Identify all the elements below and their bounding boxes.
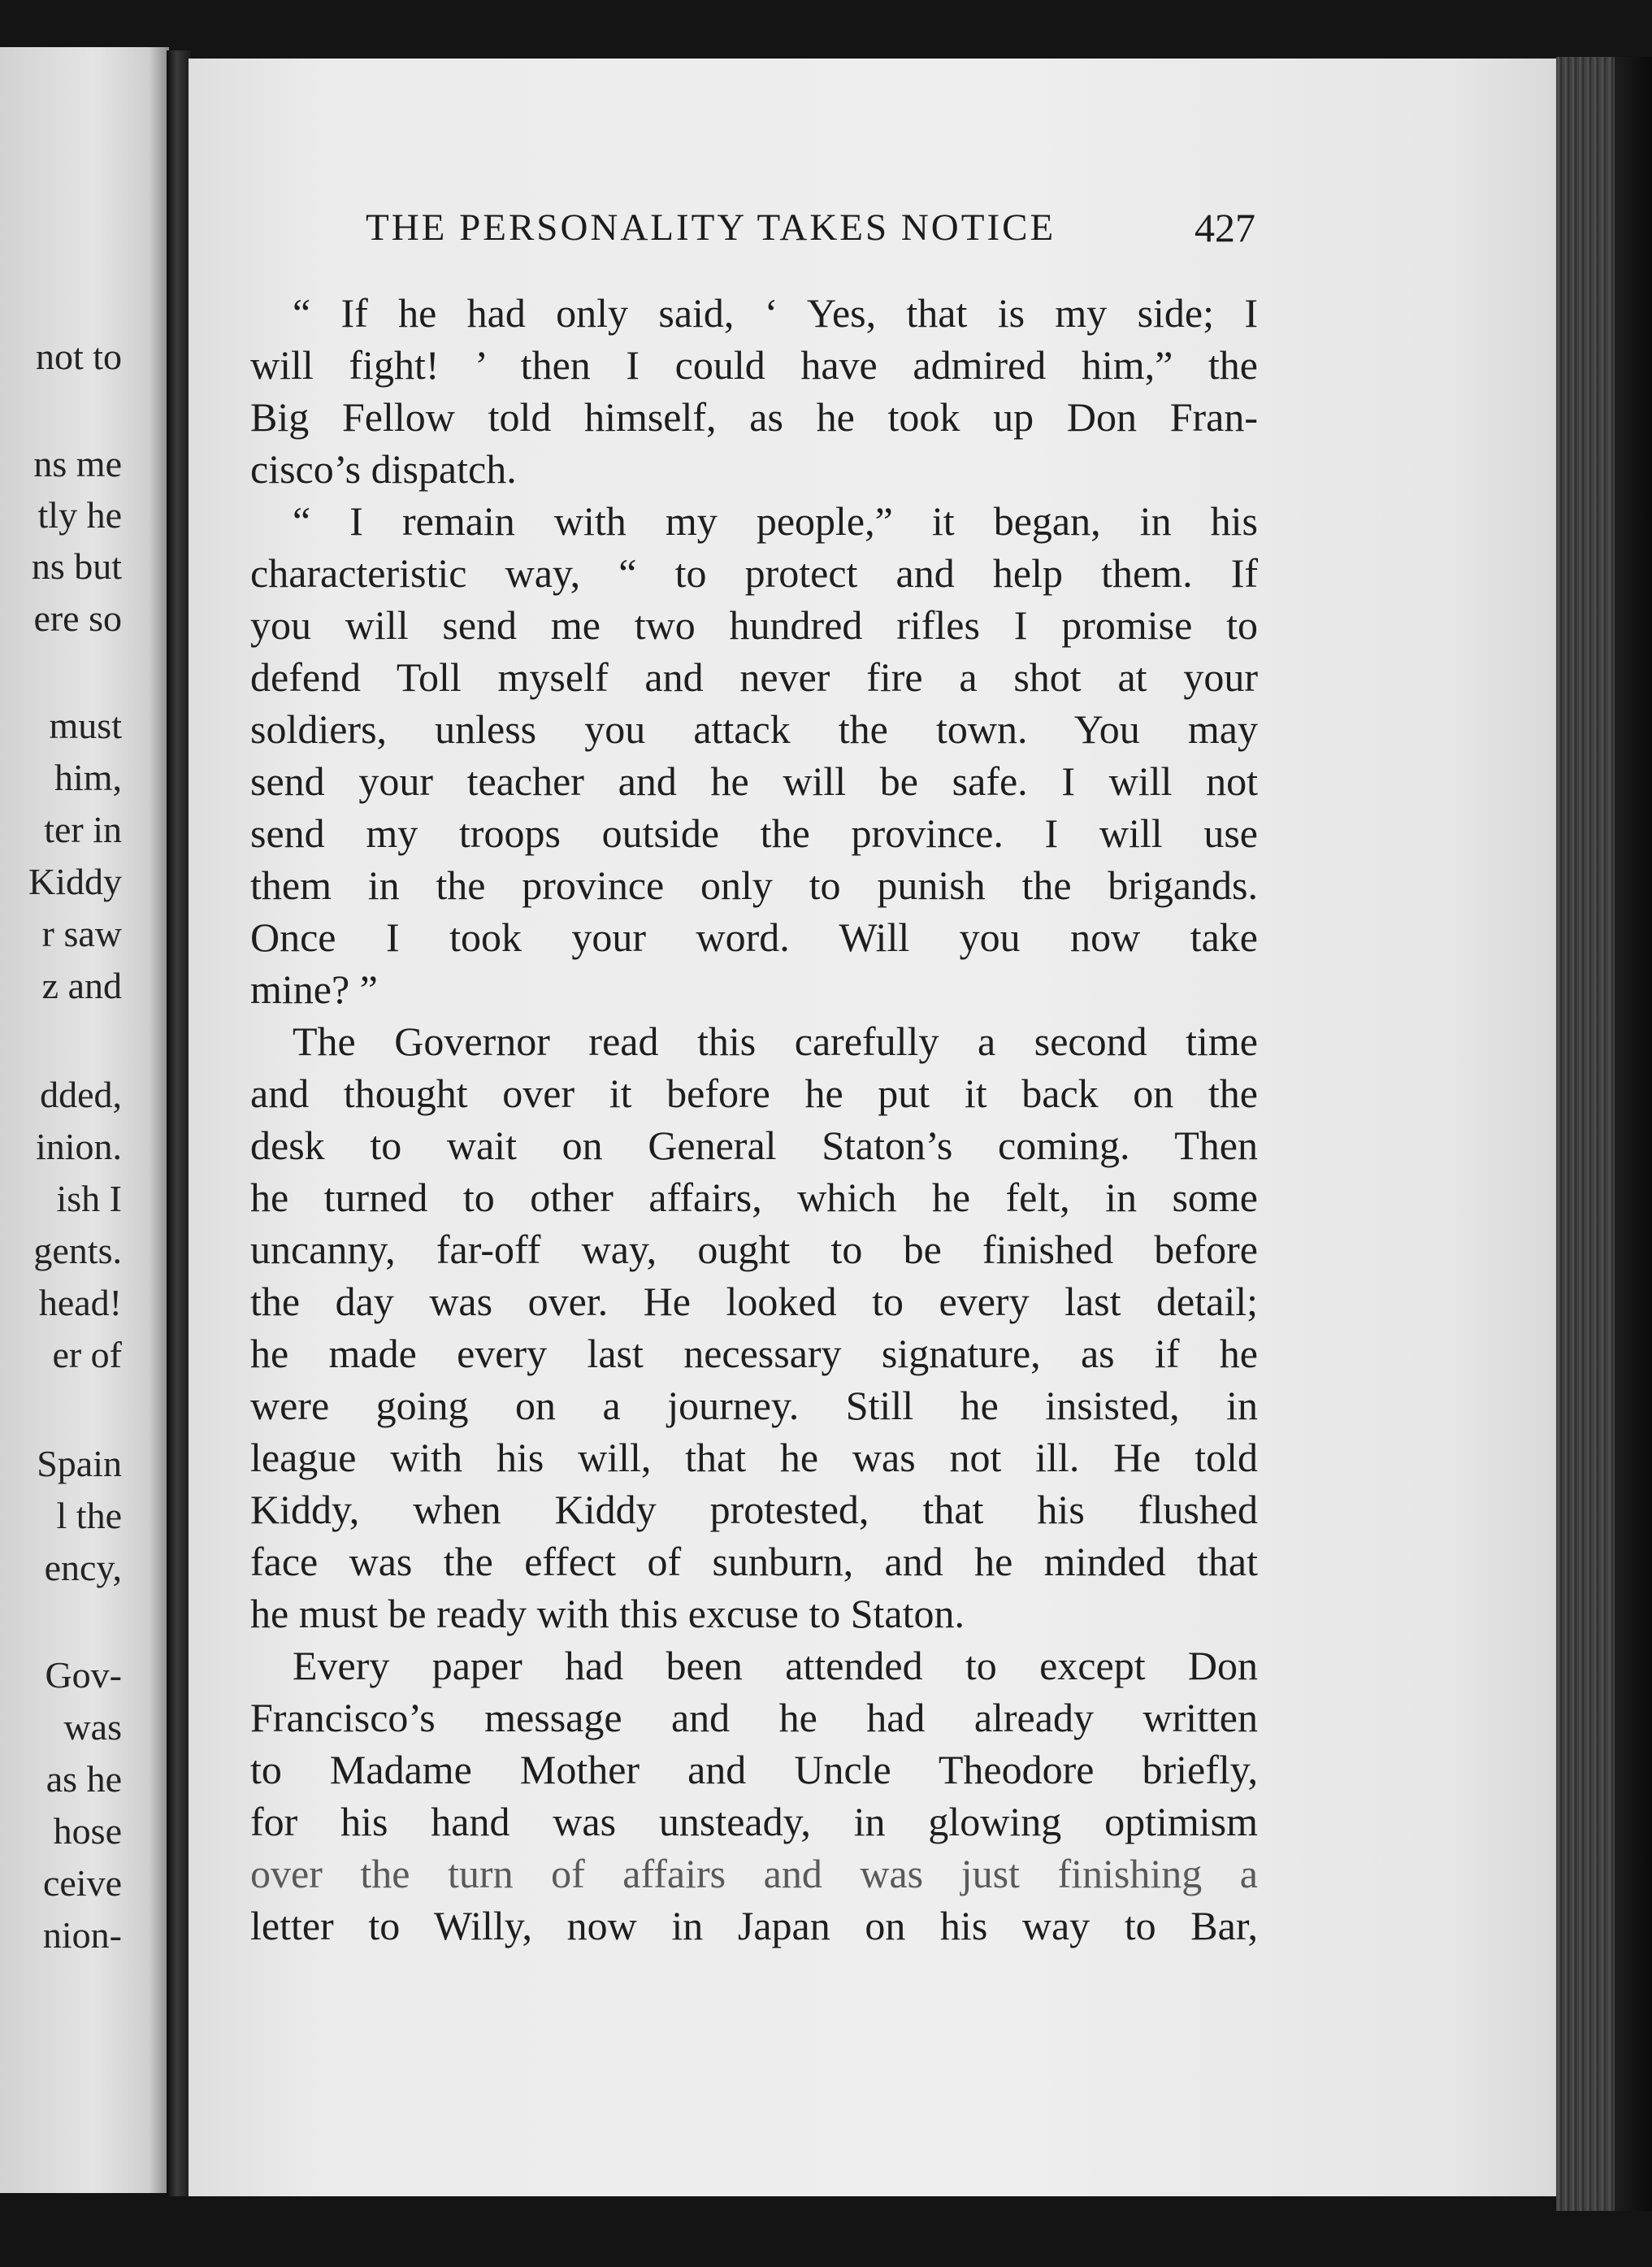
text-line: will fight! ’ then I could have admired him,” the — [250, 342, 1258, 388]
running-head: THE PERSONALITY TAKES NOTICE — [366, 206, 1056, 249]
left-line: must — [49, 705, 122, 746]
left-line: l the — [56, 1495, 122, 1536]
left-line: as he — [46, 1758, 122, 1800]
left-line: Kiddy — [28, 861, 122, 902]
text-line: you will send me two hundred rifles I promise to — [250, 602, 1258, 648]
text-line: he made every last necessary signature, as if he — [250, 1331, 1258, 1376]
left-line: tly he — [37, 494, 122, 536]
text-line: Once I took your word. Will you now take — [250, 914, 1258, 960]
page-edge — [1556, 57, 1615, 2211]
left-line: was — [63, 1706, 122, 1748]
left-line: ns but — [31, 545, 122, 587]
left-line: nion- — [42, 1914, 122, 1956]
left-line: ish I — [56, 1178, 122, 1219]
page-edge-shadow — [1615, 57, 1652, 2211]
left-line: ere so — [33, 597, 122, 639]
left-line: not to — [35, 336, 122, 377]
text-line: he must be ready with this excuse to Staton. — [250, 1591, 965, 1636]
left-line: ns me — [33, 443, 122, 484]
left-line: Spain — [37, 1443, 122, 1484]
book-gutter — [167, 50, 191, 2196]
text-line: The Governor read this carefully a second time — [293, 1018, 1258, 1064]
text-line: Francisco’s message and he had already written — [250, 1695, 1258, 1740]
text-line: Big Fellow told himself, as he took up Don Fran- — [250, 394, 1258, 440]
text-line: desk to wait on General Staton’s coming. Then — [250, 1123, 1258, 1168]
left-line: ency, — [44, 1547, 122, 1588]
left-line: er of — [52, 1334, 122, 1375]
left-line: z and — [41, 965, 122, 1006]
left-line: Gov- — [45, 1654, 122, 1696]
text-line: “ I remain with my people,” it began, in his — [293, 498, 1258, 544]
text-line: Kiddy, when Kiddy protested, that his flushed — [250, 1487, 1258, 1532]
left-line: hose — [53, 1810, 122, 1852]
text-line: “ If he had only said, ‘ Yes, that is my side; I — [293, 290, 1258, 336]
text-line: he turned to other affairs, which he felt, in some — [250, 1175, 1258, 1220]
text-line: defend Toll myself and never fire a shot at your — [250, 654, 1258, 700]
text-line: uncanny, far-off way, ought to be finished before — [250, 1227, 1258, 1272]
text-line: letter to Willy, now in Japan on his way to Bar, — [250, 1903, 1258, 1948]
text-line: face was the effect of sunburn, and he minded that — [250, 1539, 1258, 1584]
text-line: cisco’s dispatch. — [250, 446, 517, 492]
text-line: them in the province only to punish the brigands. — [250, 862, 1258, 908]
text-line: soldiers, unless you attack the town. You may — [250, 706, 1258, 752]
left-line: head! — [38, 1282, 122, 1323]
left-line: dded, — [40, 1074, 122, 1115]
text-line: send your teacher and he will be safe. I will not — [250, 758, 1258, 804]
left-line: ter in — [44, 809, 122, 850]
left-line: him, — [54, 757, 122, 798]
text-line: Every paper had been attended to except Don — [293, 1643, 1258, 1688]
text-line: send my troops outside the province. I will use — [250, 810, 1258, 856]
text-line: and thought over it before he put it back on the — [250, 1071, 1258, 1116]
page-number: 427 — [1195, 205, 1255, 250]
left-line: r saw — [41, 913, 122, 954]
left-line: inion. — [35, 1126, 122, 1167]
text-line: league with his will, that he was not ill. He told — [250, 1435, 1258, 1480]
text-line: over the turn of affairs and was just finishing a — [250, 1851, 1258, 1896]
left-line: gents. — [33, 1230, 122, 1271]
text-line: mine? ” — [250, 966, 378, 1012]
text-line: characteristic way, “ to protect and help them. If — [250, 550, 1258, 596]
text-line: were going on a journey. Still he insisted, in — [250, 1383, 1258, 1428]
text-line: to Madame Mother and Uncle Theodore briefly, — [250, 1747, 1258, 1792]
text-line: the day was over. He looked to every last detail; — [250, 1279, 1258, 1324]
left-line: ceive — [42, 1862, 122, 1904]
text-line: for his hand was unsteady, in glowing optimism — [250, 1799, 1258, 1844]
left-facing-page — [0, 47, 169, 2193]
